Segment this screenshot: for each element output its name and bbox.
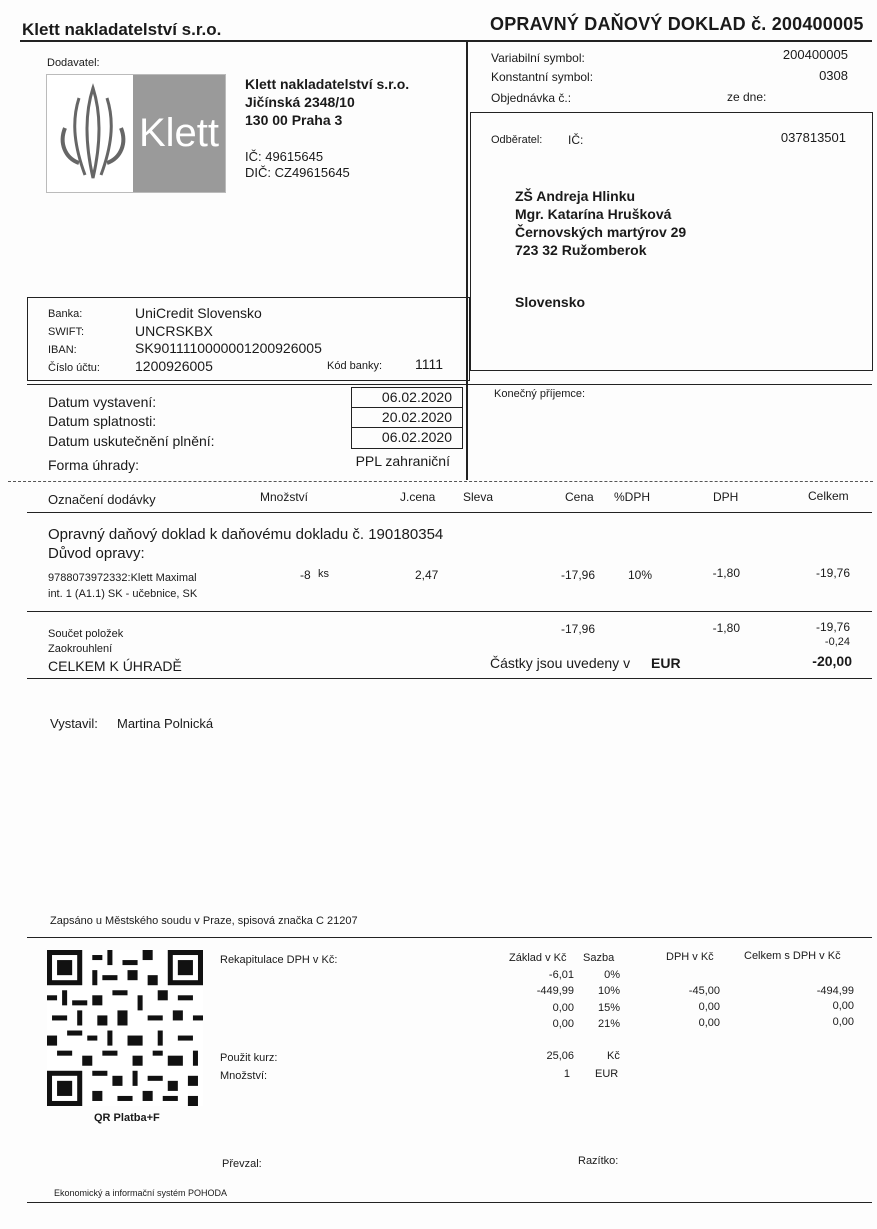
supplier-ic: IČ: 49615645 xyxy=(245,149,324,164)
exchange-rate-unit: Kč xyxy=(607,1050,620,1062)
vat-row-vat: -45,00 xyxy=(688,985,720,997)
supplier-label: Dodavatel: xyxy=(47,57,100,69)
item-unit: ks xyxy=(318,568,329,580)
vat-row-rate: 0% xyxy=(604,969,620,981)
currency-note: Částky jsou uvedeny v xyxy=(490,655,631,671)
due-value: 20.02.2020 xyxy=(381,409,452,425)
sum-total: -19,76 xyxy=(815,620,850,634)
item-unit-price: 2,47 xyxy=(415,568,439,582)
vat-row-base: 0,00 xyxy=(552,1018,574,1030)
sum-label: Součet položek xyxy=(48,628,124,640)
received-label: Převzal: xyxy=(222,1158,262,1170)
customer-ic-label: IČ: xyxy=(568,133,584,147)
col-header-total: Celkem xyxy=(808,489,849,503)
round-value: -0,24 xyxy=(824,636,850,648)
issued-label: Datum vystavení: xyxy=(48,394,157,410)
vat-row-base: 0,00 xyxy=(552,1002,574,1014)
customer-label: Odběratel: xyxy=(491,134,543,146)
vat-row-total: 0,00 xyxy=(832,1000,854,1012)
correction-reason: Důvod opravy: xyxy=(48,545,145,562)
final-recipient-label: Konečný příjemce: xyxy=(494,388,586,400)
bankcode-value: 1111 xyxy=(415,356,444,372)
klett-logo xyxy=(46,74,226,193)
var-symbol-value: 200400005 xyxy=(782,47,848,62)
supplier-city: 130 00 Praha 3 xyxy=(245,112,343,128)
issuer-label: Vystavil: xyxy=(50,716,98,731)
customer-ic-value: 037813501 xyxy=(780,130,846,145)
due-label: Datum splatnosti: xyxy=(48,413,157,429)
table-header-rule xyxy=(27,512,872,513)
iban-label: IBAN: xyxy=(48,344,77,356)
company-header: Klett nakladatelství s.r.o. xyxy=(22,20,222,39)
vat-row-base: -6,01 xyxy=(548,969,574,981)
vat-row-rate: 21% xyxy=(597,1018,620,1030)
issuer-name: Martina Polnická xyxy=(117,716,214,731)
supplier-street: Jičínská 2348/10 xyxy=(245,94,355,110)
bank-value: UniCredit Slovensko xyxy=(135,305,262,321)
bank-label: Banka: xyxy=(48,308,83,320)
taxable-value: 06.02.2020 xyxy=(381,429,452,445)
item-qty: -8 xyxy=(300,568,311,582)
customer-country: Slovensko xyxy=(515,294,586,310)
divider-vertical-top xyxy=(466,40,468,480)
item-price: -17,96 xyxy=(560,568,595,582)
order-label: Objednávka č.: xyxy=(491,91,572,105)
supplier-name: Klett nakladatelství s.r.o. xyxy=(245,76,410,92)
swift-label: SWIFT: xyxy=(48,326,85,338)
vat-row-total: 0,00 xyxy=(832,1016,854,1028)
supplier-dic: DIČ: CZ49615645 xyxy=(245,165,350,180)
qr-code-icon xyxy=(47,950,203,1106)
item-desc-line2: int. 1 (A1.1) SK - učebnice, SK xyxy=(48,588,198,600)
iban-value: SK9011110000001200926005 xyxy=(135,340,322,356)
correction-intro: Opravný daňový doklad k daňovému dokladu č. 190180354 xyxy=(48,526,444,543)
vat-recap-header-base: Základ v Kč xyxy=(509,952,567,964)
sum-vat: -1,80 xyxy=(712,621,740,635)
taxable-label: Datum uskutečnění plnění: xyxy=(48,433,215,449)
vat-row-rate: 10% xyxy=(597,985,620,997)
vat-row-vat: 0,00 xyxy=(698,1001,720,1013)
round-label: Zaokrouhlení xyxy=(48,643,113,655)
totals-bottom-rule xyxy=(27,678,872,679)
item-total: -19,76 xyxy=(815,566,850,580)
dates-box-row1 xyxy=(351,407,462,408)
header-rule xyxy=(20,40,872,42)
system-note: Ekonomický a informační systém POHODA xyxy=(54,1188,228,1198)
dates-top-rule xyxy=(27,384,872,385)
klett-leaf-icon xyxy=(55,83,131,183)
vat-recap-header-rate: Sazba xyxy=(583,952,615,964)
order-date-label: ze dne: xyxy=(727,90,767,104)
exchange-rate-label: Použit kurz: xyxy=(220,1052,278,1064)
qr-label: QR Platba+F xyxy=(94,1112,160,1124)
const-symbol-value: 0308 xyxy=(819,68,848,83)
vat-row-total: -494,99 xyxy=(816,985,854,997)
vat-recap-title: Rekapitulace DPH v Kč: xyxy=(220,954,338,966)
quantity-label: Množství: xyxy=(220,1070,268,1082)
col-header-price: Cena xyxy=(565,490,594,504)
vat-row-base: -449,99 xyxy=(536,985,574,997)
col-header-unit-price: J.cena xyxy=(400,490,436,504)
issued-value: 06.02.2020 xyxy=(381,389,452,405)
col-header-desc: Označení dodávky xyxy=(48,492,156,507)
col-header-vat-pct: %DPH xyxy=(614,490,651,504)
registry-rule xyxy=(27,937,872,938)
sum-price: -17,96 xyxy=(560,622,595,636)
var-symbol-label: Variabilní symbol: xyxy=(491,51,585,65)
pay-label: CELKEM K ÚHRADĚ xyxy=(48,658,182,674)
item-vat-pct: 10% xyxy=(628,568,653,582)
col-header-vat: DPH xyxy=(713,490,739,504)
quantity-unit: EUR xyxy=(595,1068,619,1080)
customer-street: Černovských martýrov 29 xyxy=(515,224,687,240)
totals-top-rule xyxy=(27,611,872,612)
vat-row-rate: 15% xyxy=(597,1002,620,1014)
pay-value: -20,00 xyxy=(812,653,852,669)
swift-value: UNCRSKBX xyxy=(135,323,213,339)
exchange-rate-value: 25,06 xyxy=(546,1050,574,1062)
item-desc-line1: 9788073972332:Klett Maximal xyxy=(48,572,197,584)
quantity-value: 1 xyxy=(563,1068,570,1080)
customer-city: 723 32 Ružomberok xyxy=(515,242,647,258)
vat-row-vat: 0,00 xyxy=(698,1017,720,1029)
vat-recap-header-total: Celkem s DPH v Kč xyxy=(744,950,841,962)
vat-recap-header-vat: DPH v Kč xyxy=(666,951,714,963)
item-vat: -1,80 xyxy=(712,566,740,580)
bankcode-label: Kód banky: xyxy=(327,360,383,372)
account-label: Číslo účtu: xyxy=(48,362,100,374)
payment-label: Forma úhrady: xyxy=(48,457,140,473)
col-header-qty: Množství xyxy=(260,490,309,504)
currency: EUR xyxy=(651,655,681,671)
footer-rule xyxy=(27,1202,872,1203)
account-value: 1200926005 xyxy=(135,358,213,374)
payment-value: PPL zahraniční xyxy=(355,453,450,469)
registry-note: Zapsáno u Městského soudu v Praze, spisová značka C 21207 xyxy=(50,915,358,927)
document-title: OPRAVNÝ DAŇOVÝ DOKLAD č. 200400005 xyxy=(490,14,864,34)
customer-contact: Mgr. Katarína Hrušková xyxy=(515,206,672,222)
stamp-label: Razítko: xyxy=(578,1155,619,1167)
const-symbol-label: Konstantní symbol: xyxy=(491,70,594,84)
customer-name: ZŠ Andreja Hlinku xyxy=(515,188,636,204)
col-header-discount: Sleva xyxy=(463,490,494,504)
dates-box-row2 xyxy=(351,427,462,428)
logo-text: Klett xyxy=(138,111,220,155)
dashed-separator xyxy=(8,481,873,482)
